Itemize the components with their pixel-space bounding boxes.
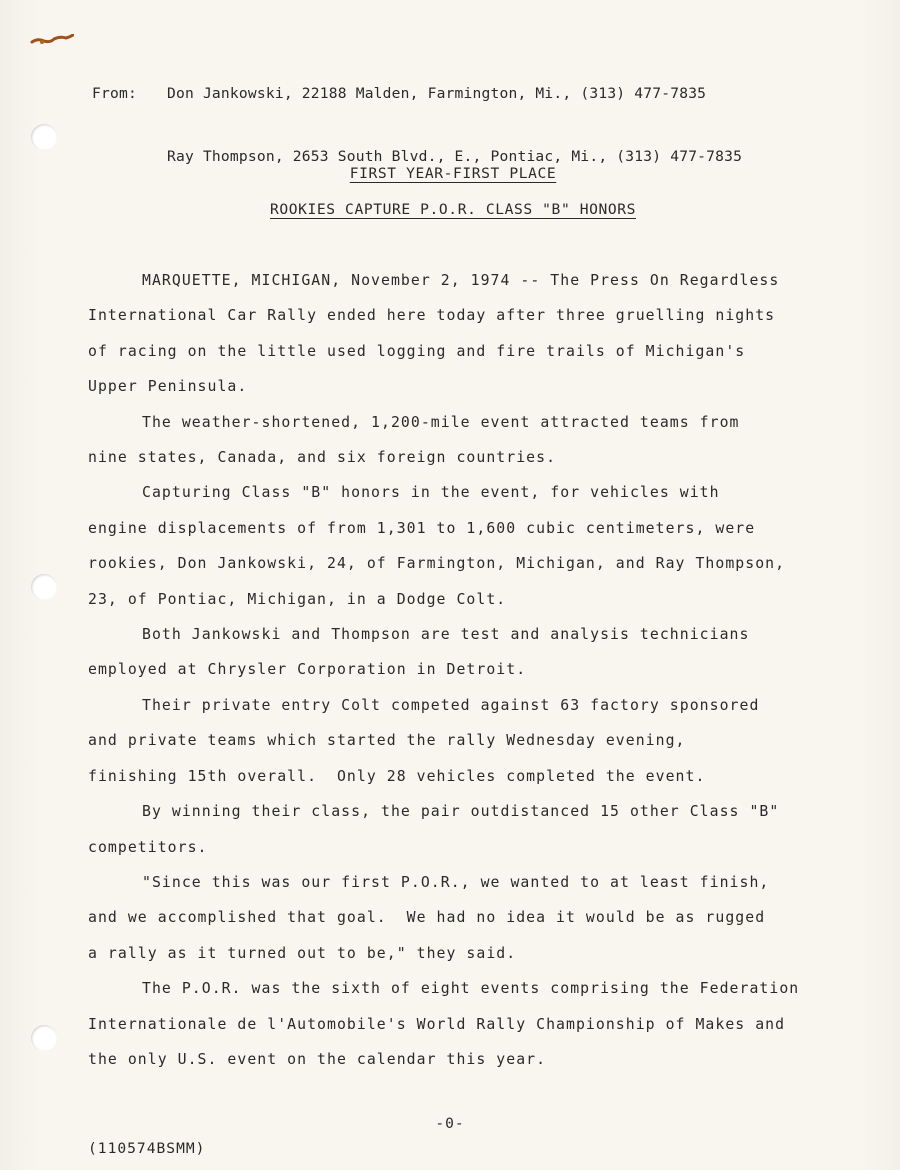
text-line: the only U.S. event on the calendar this year. [88,1050,547,1068]
text-line: By winning their class, the pair outdistanced 15 other Class "B" [142,803,780,821]
text-line: "Since this was our first P.O.R., we wanted to at least finish, [142,873,770,891]
sender-row [92,146,742,167]
sender-line: Don Jankowski, 22188 Malden, Farmington, Mi., (313) 477-7835 [167,85,707,102]
paragraph [88,865,848,971]
paragraph [88,794,848,865]
text-line: employed at Chrysler Corporation in Detroit. [88,661,527,679]
article-body [88,263,848,1077]
text-line: engine displacements of from 1,301 to 1,600 cubic centimeters, were [88,519,756,537]
text-line: of racing on the little used logging and fire trails of Michigan's [88,342,746,360]
text-line: rookies, Don Jankowski, 24, of Farmington, Michigan, and Ray Thompson, [88,555,786,573]
sender-row [92,83,742,104]
file-code: (110574BSMM) [88,1140,206,1157]
text-line: Upper Peninsula. [88,378,248,396]
text-line: Their private entry Colt competed against 63 factory sponsored [142,696,760,714]
headline-primary: FIRST YEAR-FIRST PLACE [349,165,557,182]
punch-hole-bottom [31,1025,57,1051]
text-line: competitors. [88,838,208,856]
text-line: finishing 15th overall. Only 28 vehicles completed the event. [88,767,706,785]
text-line: Both Jankowski and Thompson are test and analysis technicians [142,626,750,644]
headline-secondary: ROOKIES CAPTURE P.O.R. CLASS "B" HONORS [269,201,637,218]
paragraph [88,688,848,794]
punch-hole-top [31,124,57,150]
from-label: From: [92,85,137,102]
sender-line: Ray Thompson, 2653 South Blvd., E., Pontiac, Mi., (313) 477-7835 [167,148,743,165]
text-line: International Car Rally ended here today after three gruelling nights [88,307,776,325]
end-mark: -0- [435,1115,465,1132]
paragraph [88,475,848,617]
text-line: and private teams which started the rally Wednesday evening, [88,732,686,750]
punch-hole-middle [31,574,57,600]
text-line: Capturing Class "B" honors in the event, for vehicles with [142,484,720,502]
paragraph [88,263,848,405]
text-line: 23, of Pontiac, Michigan, in a Dodge Colt. [88,590,507,608]
rust-stain-mark [30,34,74,46]
text-line: MARQUETTE, MICHIGAN, November 2, 1974 -- The Press On Regardless [142,272,780,289]
paragraph [88,971,848,1077]
text-line: The P.O.R. was the sixth of eight events comprising the Federation [142,980,800,998]
paragraph [88,617,848,688]
text-line: Internationale de l'Automobile's World Rally Championship of Makes and [88,1015,786,1033]
sender-block [92,41,742,209]
text-line: a rally as it turned out to be," they said. [88,944,517,962]
paragraph [88,405,848,476]
text-line: The weather-shortened, 1,200-mile event attracted teams from [142,413,740,431]
text-line: and we accomplished that goal. We had no idea it would be as rugged [88,909,766,927]
text-line: nine states, Canada, and six foreign countries. [88,449,557,467]
